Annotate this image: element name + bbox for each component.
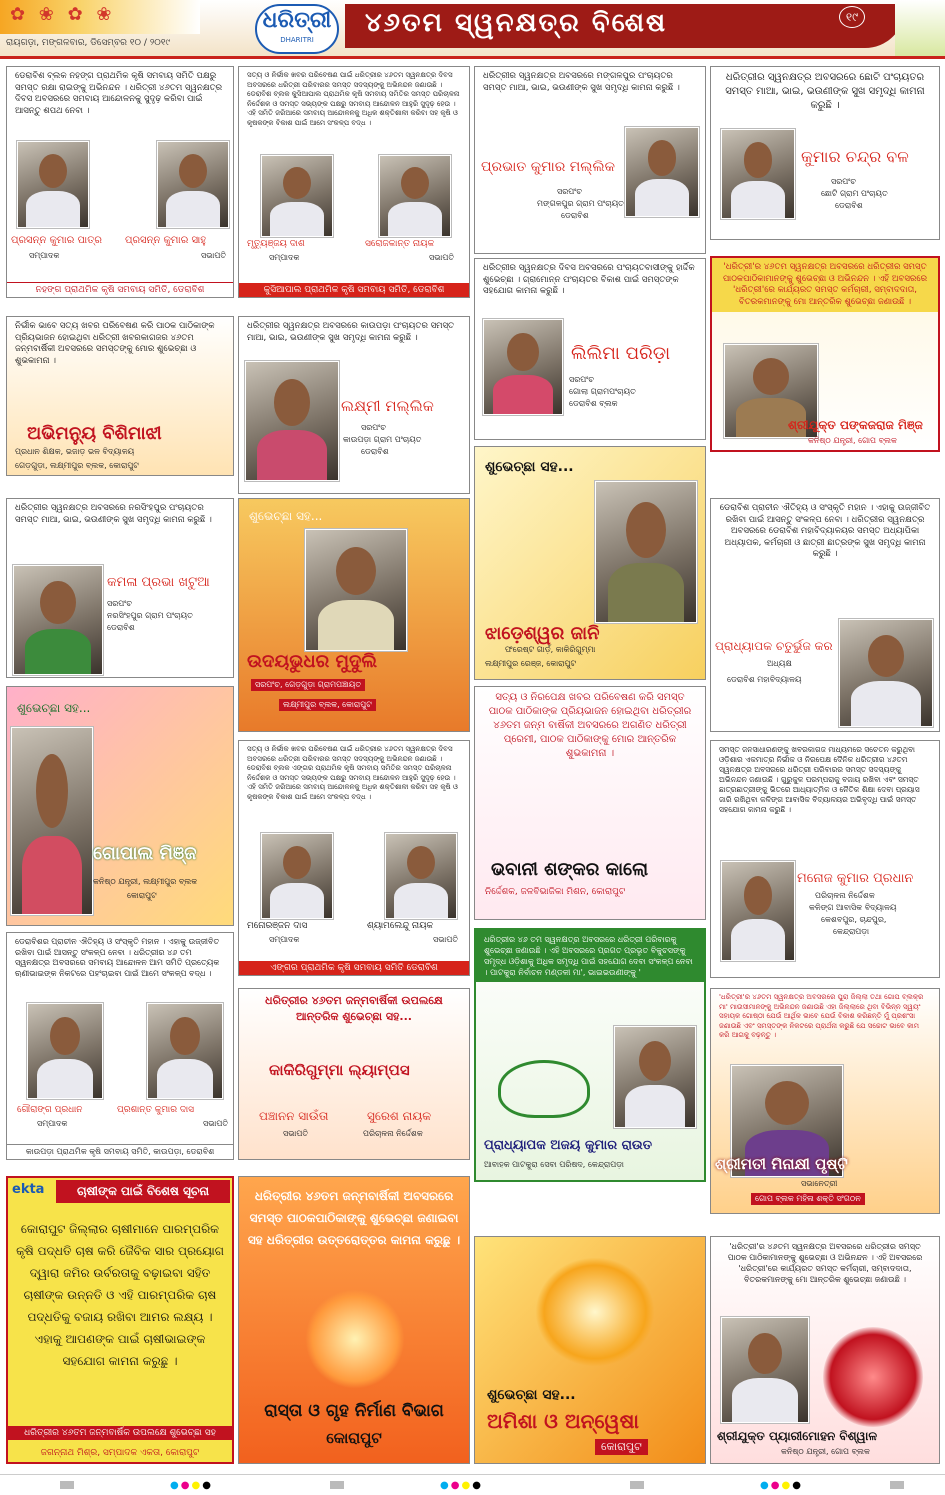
person-role: ସରପଂଚ — [107, 599, 133, 608]
portrait-photo — [305, 529, 407, 651]
ad-roads-buildings-dept — [238, 1176, 470, 1464]
person-name: ଝାଡ଼େଶ୍ୱର ଜାନି — [485, 623, 600, 644]
ad-minakshi-prusti — [710, 988, 940, 1214]
ad-text: ନିର୍ଭୀକ ଭାବେ ସତ୍ୟ ଖବର ପରିବେଷଣ କରି ପାଠକ ପାଠିକାଙ୍କ ପ୍ରିୟଭାଜନ ହୋଇଥିବା ଧରିତ୍ରୀ ଖବରକାଗଜର ୪୬ତମ ଜନ୍ମବାର୍ଷିକୀ ଅବସରରେ ସମସ୍ତଙ୍କୁ ମୋର ଶୁଭେଚ୍ଛା ଓ ଶୁଭକାମନା । — [15, 321, 215, 366]
ad-text: କୋରାପୁଟ ଜିଲ୍ଲାର ଚାଷୀମାନେ ପାରମ୍ପରିକ କୃଷି ପଦ୍ଧତି ଚାଷ କରି ଜୈବିକ ସାର ପ୍ରୟୋଗ ଦ୍ୱାରା ଜମିର ଉର୍ବରତାକୁ ବଢ଼ାଇବା ସହିତ ଚାଷୀଙ୍କ ଉନ୍ନତି ଓ ଏହି ପାରମ୍ପରିକ ଚାଷ ପଦ୍ଧତିକୁ ବଜାୟ ରଖିବା ଆମର ଲକ୍ଷ୍ୟ । ଏହାକୁ ଆପଣଙ୍କ ପାଇଁ ଚାଷୀଭାଇଙ୍କ ସହଯୋଗ କାମନା କରୁଛୁ । — [16, 1222, 224, 1368]
person-role: ଡେରାବିଶ — [107, 623, 135, 632]
ad-text: ଧରିତ୍ରୀର ସ୍ୱନକ୍ଷତ୍ର ଅବସରରେ ଛୋଟି ପଂଚାୟତର ସମସ୍ତ ମାଆ, ଭାଇ, ଭଉଣୀଙ୍କ ସୁଖ ସମୃଦ୍ଧି କାମନା କରୁଛି । — [725, 72, 925, 111]
portrait-photo — [595, 481, 697, 623]
ad-text: ଧରିତ୍ରୀର ସ୍ୱନକ୍ଷତ୍ର ଅବସରରେ ମଙ୍ଗଳପୁର ପଂଚାୟତର ସମସ୍ତ ମାଆ, ଭାଇ, ଭଉଣୀଙ୍କ ସୁଖ ସମୃଦ୍ଧି କାମନା କରୁଛି । — [483, 71, 680, 93]
ad-abhimanyu-bisimajhi — [6, 316, 234, 476]
person-role: କନିଷ୍ଠ ଯନ୍ତ୍ରୀ, ଗୋପ ବ୍ଲକ — [781, 1447, 870, 1456]
person-role: ପରିଚାଳନା ନିର୍ଦ୍ଦେଶକ — [815, 891, 875, 900]
person-name: ପଞ୍ଚାନନ ସାଉଁତା — [259, 1109, 329, 1123]
person-role: ମଙ୍ଗଳପୁର ଗ୍ରାମ ପଂଚାୟତ — [537, 199, 624, 208]
person-place: କୋରାପୁଟ — [595, 1439, 648, 1455]
person-role: ସଭାପତି — [283, 1129, 309, 1138]
greeting-text: ଶୁଭେଚ୍ଛା ସହ... — [485, 459, 574, 475]
greeting-text: ଶୁଭେଚ୍ଛା ସହ... — [17, 701, 91, 715]
ad-jhadeswar-jani — [474, 446, 706, 680]
person-role: ଲକ୍ଷ୍ମୀପୁର ବ୍ଲକ, କୋରାପୁଟ — [279, 699, 376, 711]
portrait-photo — [245, 361, 339, 481]
person-name: ପ୍ରସନ୍ନ କୁମାର ସାହୁ — [125, 235, 207, 246]
person-role: ଗେଡ଼ଗୁଡ଼ା, ଲକ୍ଷ୍ମୀପୁର ବ୍ଲକ, କୋରାପୁଟ — [15, 461, 139, 470]
person-role: ନରସିଂହପୁର ଗ୍ରାମ ପଂଚାୟତ — [107, 611, 193, 620]
ad-udayabhudhar-muduli — [238, 498, 470, 732]
portrait-photo — [27, 1003, 103, 1099]
greeting-text: ଶୁଭେଚ୍ଛା ସହ... — [487, 1387, 576, 1403]
conch-icon — [498, 1060, 590, 1118]
newspaper-logo — [255, 4, 339, 54]
person-role: ସରପଂଚ, ଗେଡ଼ଗୁଡ଼ା ଗ୍ରାମପଞ୍ଚାୟତ — [251, 679, 365, 691]
person-name: ମନୋରଞ୍ଜନ ଦାସ — [247, 921, 308, 931]
portrait-photo — [721, 129, 795, 219]
portrait-photo — [261, 833, 333, 919]
ad-text: ଧରିତ୍ରୀର ୪୬ତମ ଜନ୍ମବାର୍ଷିକୀ ଅବସରରେ ସମସ୍ତ ପାଠକପାଠିକାଙ୍କୁ ଶୁଭେଚ୍ଛା ଜଣାଇବା ସହ ଧରିତ୍ରୀର ଉତ୍ତରୋତ୍ତର କାମନା କରୁଛୁ । — [247, 1189, 461, 1247]
ad-text: ଧରିତ୍ରୀର ସ୍ୱନକ୍ଷତ୍ର ଅବସରରେ ନରସିଂହପୁର ପଂଚାୟତର ସମସ୍ତ ମାଆ, ଭାଇ, ଭଉଣୀଙ୍କ ସୁଖ ସମୃଦ୍ଧି କାମନା କରୁଛି । — [15, 503, 212, 525]
person-role: ସମ୍ପାଦକ — [29, 251, 60, 260]
person-role: ଡେରାବିଶ ମହାବିଦ୍ୟାଳୟ — [727, 675, 802, 684]
person-role: ଫରେଷ୍ଟ ଗାର୍ଡ଼, କାକିରିଗୁମ୍ମା — [505, 645, 596, 654]
person-role: ସରପଂଚ — [569, 375, 595, 384]
person-role: ସଭାପତି — [433, 935, 459, 944]
ad-chaturbhuj-kar — [710, 498, 940, 732]
ad-text: ସତ୍ୟ ଓ ନିର୍ଭୀକ ଖବର ପରିବେଷଣ ପାଇଁ ଧରିତ୍ରୀର ୪୬ତମ ସ୍ୱନକ୍ଷତ୍ର ଦିବସ ଅବସରରେ ଧରିତ୍ରୀ ପରିବାରର ସମସ୍ତ ସଦସ୍ୟଙ୍କୁ ଅଭିନନ୍ଦନ ଜଣାଉଛି । ଡେରାବିଶ ବ୍ଲକ କୁସିଆପାଲ ପ୍ରାଥମିକ କୃଷି ସମବାୟ ସମିତିର ସମସ୍ତ ପରିଚାଳନା ନିର୍ଦ୍ଦେଶକ ଓ ସମସ୍ତ ସଭ୍ୟଙ୍କ ପକ୍ଷରୁ ସମବାୟ ଆନ୍ଦୋଳନ ଆହୁରି ସୁଦୃଢ଼ ହେଉ । ଏହି ସମିତି ଜରିଆରେ ସମବାୟ ଆନ୍ଦୋଳନକୁ ଅଧିକ ଶକ୍ତିଶାଳୀ କରିବା ସହ କୃଷି ଓ କୃଷକଙ୍କ ବିକାଶ ପାଇଁ ଆମେ ସଂକଳ୍ପ ବଦ୍ଧ । — [247, 71, 460, 127]
ad-text: ଡେରାବିଶ ବ୍ଲକ ନହଙ୍ଗ ପ୍ରାଥମିକ କୃଷି ସମବାୟ ସମିତି ପକ୍ଷରୁ ସମସ୍ତ ରକ୍ଷା ରାଇଙ୍କୁ ଅଭିନନ୍ଦନ । ଧରିତ୍ରୀ ୪୬ତମ ସ୍ୱନକ୍ଷତ୍ର ଦିବସ ଅବସରରେ ସମବାୟ ଆନ୍ଦୋଳନକୁ ସୁଦୃଢ଼ କରିବା ପାଇଁ ଆସନ୍ତୁ ଶପଥ ନେବା । — [15, 71, 223, 116]
person-name: ଶ୍ରୀମତୀ ମିନାକ୍ଷୀ ପୃଷ୍ଟି — [715, 1155, 848, 1173]
person-role: କନିଷ୍ଠ ଯନ୍ତ୍ରୀ, ଲକ୍ଷ୍ମୀପୁର ବ୍ଲକ — [93, 877, 198, 886]
ad-text: ଧରିତ୍ରୀର ୪୬ତମ ଜନ୍ମବାର୍ଷିକୀ ଉପଲକ୍ଷେ ଆନ୍ତରିକ ଶୁଭେଚ୍ଛା ସହ... — [265, 994, 443, 1023]
color-dots: ●●●● — [170, 1480, 213, 1491]
registration-mark — [630, 1481, 644, 1489]
person-role: କେନ୍ଦ୍ରାପଡ଼ା — [833, 927, 870, 936]
ad-gopal-minj — [6, 686, 234, 926]
flower-icon: ✿ ❀ ✿ ❀ — [10, 4, 116, 25]
person-role: ନିର୍ଦ୍ଦେଶକ, ଜଳବିଭାଜିକା ମିଶନ, କୋରାପୁଟ — [485, 887, 626, 897]
ad-pankajraj-minj — [710, 256, 940, 452]
person-name: ପ୍ରାଧ୍ୟାପକ ଚତୁର୍ଭୁଜ କର — [715, 639, 833, 653]
person-role: ସମ୍ପାଦକ — [37, 1119, 68, 1128]
ad-text: ଧରିତ୍ରୀର ସ୍ୱନକ୍ଷତ୍ର ଅବସରରେ କାଉପଡ଼ା ପଂଚାୟତର ସମସ୍ତ ମାଆ, ଭାଇ, ଭଉଣୀଙ୍କ ସୁଖ ସମୃଦ୍ଧି କାମନା କରୁଛି । — [247, 321, 455, 343]
edition-date: ରାୟଗଡ଼ା, ମଙ୍ଗଳବାର, ଡିସେମ୍ବର ୧୦ / ୨୦୧୯ — [6, 38, 170, 48]
person-role: ସଭାପତି — [201, 251, 227, 260]
ad-amisha-anwesha — [474, 1236, 706, 1464]
person-role: ସମ୍ପାଦକ — [269, 935, 300, 944]
masthead — [0, 0, 945, 59]
person-name: ଅମିଶା ଓ ଅନ୍ୱେଷା — [487, 1409, 639, 1433]
person-role: ସମ୍ପାଦକ — [269, 253, 300, 262]
portrait-photo — [379, 155, 451, 237]
portrait-photo — [17, 141, 89, 228]
person-role: କେଶବପୁର, ଚାନ୍ଦପୁର, — [821, 915, 887, 924]
person-name: ଶ୍ରୀଯୁକ୍ତ ପ୍ୟାରୀମୋହନ ବିଶ୍ୱାଳ — [717, 1429, 878, 1443]
person-name: ପ୍ରାଧ୍ୟାପକ ଅଜୟ କୁମାର ରାଉତ — [484, 1138, 653, 1153]
person-name: କୁମାର ଚନ୍ଦ୍ର ବଳ — [801, 147, 909, 166]
ad-nahanga-cooperative — [6, 66, 234, 298]
ad-footer: ଏଙ୍ଗର ପ୍ରାଥମିକ କୃଷି ସମବାୟ ସମିତି ଡେରାବିଶ — [239, 961, 469, 975]
ad-text: 'ଧରିତ୍ରୀ'ର ୪୬ତମ ସ୍ୱନକ୍ଷତ୍ର ଅବସରରେ ପୁରା ଜିଲ୍ଲା ତଥା ଗୋପ ବ୍ଲକ୍‌ର ମା' ମାଉସୀମାନଙ୍କୁ ଅଭିନନ୍ଦନ ଜଣାଉଛି ଏହା ଜିଲ୍ଲାରେ ଥିବା ବିଭିନ୍ନ ସ୍ୱୟଂ ସହାୟକ ଗୋଷ୍ଠୀ ଯେଉଁ ଆର୍ଥିକ ଭାବେ ଯେଉଁ ବିକାଶ କରିଛନ୍ତି ମୁଁ ପ୍ରଶଂସା ଜଣାଉଛି ଏବଂ ସମସ୍ତଙ୍କ ନିକଟରେ ପ୍ରାର୍ଥନା କରୁଛି ଯେ ସଚ୍ଚୋଟ ଭାବେ କାମ କରି ଆଗକୁ ବଢ଼ନ୍ତୁ । — [719, 993, 924, 1039]
person-role: ସରପଂଚ — [557, 187, 583, 196]
person-role: କନିଷ୍ଠ ଯନ୍ତ୍ରୀ, ଗୋପ ବ୍ଲକ — [808, 436, 897, 445]
ad-manoj-kumar-pradhan — [710, 740, 940, 978]
ad-text: ଧରିତ୍ରୀର ସ୍ୱନକ୍ଷତ୍ର ଦିବସ ଅବସରରେ ପଂଚାୟତବାସୀଙ୍କୁ ହାର୍ଦ୍ଦିକ ଶୁଭେଚ୍ଛା । ଗ୍ରାମୋନ୍ନ ପଂଚାୟତର ବିକାଶ ପାଇଁ ସମସ୍ତଙ୍କ ସହଯୋଗ କାମନା କରୁଛି । — [483, 263, 695, 296]
color-dots: ●●●● — [440, 1480, 483, 1491]
ad-text: ସତ୍ୟ ଓ ନିର୍ଭୀକ ଖବର ପରିବେଷଣ ପାଇଁ ଧରିତ୍ରୀର ୪୬ତମ ସ୍ୱନକ୍ଷତ୍ର ଦିବସ ଅବସରରେ ଧରିତ୍ରୀ ପରିବାରର ସମସ୍ତ ସଦସ୍ୟଙ୍କୁ ଅଭିନନ୍ଦନ ଜଣାଉଛି । ଡେରାବିଶ ବ୍ଲକ ଏଙ୍ଗର ପ୍ରାଥମିକ କୃଷି ସମବାୟ ସମିତିର ସମସ୍ତ ପରିଚାଳନା ନିର୍ଦ୍ଦେଶକ ଓ ସମସ୍ତ ସଭ୍ୟଙ୍କ ପକ୍ଷରୁ ସମବାୟ ଆନ୍ଦୋଳନ ଆହୁରି ସୁଦୃଢ଼ ହେଉ । ଏହି ସମିତି ଜରିଆରେ ସମବାୟ ଆନ୍ଦୋଳନକୁ ଅଧିକ ଶକ୍ତିଶାଳୀ କରିବା ସହ କୃଷି ଓ କୃଷକଙ୍କ ବିକାଶ ପାଇଁ ଆମେ ସଂକଳ୍ପ ବଦ୍ଧ । — [247, 745, 458, 801]
ad-text: ଡେରାବିଶର ପ୍ରାଚୀନ ଐତିହ୍ୟ ଓ ସଂସ୍କୃତି ମହାନ । ଏହାକୁ ଉଜ୍ଜୀବିତ ରଖିବା ପାଇଁ ଆସନ୍ତୁ ସଂକଳ୍ପ ନେବା । ଧରିତ୍ରୀର ୪୬ ତମ ସ୍ୱନକ୍ଷତ୍ର ଅବସରରେ ସମବାୟ ଆନ୍ଦୋଳନ ଆମ ସମିତି ପ୍ରତ୍ୟେକ ଋଣୀଭାଇଙ୍କ ନିକଟରେ ପହଂଚାଇବା ପାଇଁ ଆମେ ସଂକଳ୍ପ ବଦ୍ଧ । — [15, 937, 220, 978]
ad-footer: ଧରିତ୍ରୀର ୪୬ତମ ଜନ୍ମବାର୍ଷିକ ଉପଲକ୍ଷେ ଶୁଭେଚ୍ଛା ସହ — [8, 1426, 232, 1440]
grass-decoration — [895, 0, 945, 56]
ad-kaupada-cooperative — [6, 932, 234, 1160]
portrait-photo — [721, 1317, 809, 1423]
flower-icon — [305, 1289, 405, 1389]
portrait-photo — [625, 127, 699, 217]
registration-mark — [330, 1481, 344, 1489]
portrait-photo — [614, 1026, 696, 1128]
portrait-photo — [157, 141, 229, 228]
ad-ajay-kumar-rout — [474, 928, 706, 1182]
ad-kusiapal-cooperative — [238, 66, 470, 298]
ad-ekta-farmers-notice — [6, 1176, 234, 1464]
ad-engar-cooperative — [238, 740, 470, 976]
person-role: କଳିଙ୍ଗ ଆବାସିକ ବିଦ୍ୟାଳୟ — [809, 903, 897, 912]
greeting-text: ଶୁଭେଚ୍ଛା ସହ... — [249, 509, 323, 523]
person-role: ଡେରାବିଶ ବ୍ଲକ — [569, 399, 618, 408]
ad-kakirigumma-lamps — [238, 988, 470, 1160]
page-number: ୧୯ — [839, 6, 865, 28]
person-role: ପରିଚାଳନା ନିର୍ଦ୍ଦେଶକ — [363, 1129, 423, 1138]
person-name: ଲକ୍ଷ୍ମୀ ମଲ୍ଲିକ — [341, 397, 434, 415]
person-role: କୋରାପୁଟ — [127, 891, 157, 900]
person-name: କମଳା ପ୍ରଭା ଖଟୁଆ — [107, 575, 210, 590]
org-name: କାକିରିଗୁମ୍ମା ଲ୍ୟାମ୍ପସ — [269, 1061, 410, 1079]
person-role: ସଭାନେତ୍ରୀ — [801, 1179, 838, 1188]
person-role: ଛୋଟି ଗ୍ରାମ ପଂଚାୟତ — [821, 189, 888, 198]
person-role: ସରପଂଚ — [361, 423, 387, 432]
ad-lilima-parida — [474, 258, 706, 440]
portrait-photo — [147, 1003, 223, 1099]
ad-laxmi-mallik — [238, 316, 470, 494]
notice-title: ଚାଷୀଙ୍କ ପାଇଁ ବିଶେଷ ସୂଚନା — [56, 1180, 230, 1203]
portrait-photo — [839, 619, 933, 727]
ad-bhabani-shankar-kalo — [474, 686, 706, 920]
portrait-photo — [13, 565, 103, 675]
ad-text: 'ଧରିତ୍ରୀ'ର ୪୬ତମ ସ୍ୱନକ୍ଷତ୍ର ଅବସରରେ ଧରିତ୍ରୀର ସମସ୍ତ ପାଠକପାଠିକାମାନଙ୍କୁ ଶୁଭେଚ୍ଛା ଓ ଅଭିନନ୍ଦନ । ଏହି ଅବସରରେ 'ଧରିତ୍ରୀ'ରେ କାର୍ଯ୍ୟରତ ସମସ୍ତ କର୍ମଚାରୀ, ସମ୍ବାଦଦାତା, ବିତରକମାନଙ୍କୁ ମୋ ଆନ୍ତରିକ ଶୁଭେଚ୍ଛା ଜଣାଉଛି । — [712, 258, 938, 312]
ad-footer: ଜଗନ୍ନାଥ ମିଶ୍ର, ସମ୍ପାଦକ ଏକତା, କୋରାପୁଟ — [40, 1448, 200, 1458]
portrait-photo — [483, 319, 563, 415]
person-role: ଗୋପ ବ୍ଲକ ମହିଳା ଶକ୍ତି ସଂଗଠନ — [751, 1193, 865, 1205]
ad-footer: କାଉପଡ଼ା ପ୍ରାଥମିକ କୃଷି ସମବାୟ ସମିତି, କାଉପଡ଼ା, ଡେରାବିଶ — [7, 1144, 233, 1159]
person-name: ଗୋପାଲ ମିଞ୍ଜ — [93, 843, 197, 864]
rose-icon — [823, 1327, 923, 1427]
person-name: ପ୍ରଭାତ କୁମାର ମଲ୍ଲିକ — [481, 159, 615, 175]
person-role: ଡେରାବିଶ — [561, 211, 589, 220]
person-name: ଉଦୟଭୁଧର ମୁଦୁଲି — [247, 651, 377, 672]
person-name: ସରୋଜକାନ୍ତ ନାୟକ — [365, 239, 435, 249]
person-name: ଲିଲିମା ପରିଡ଼ା — [571, 343, 671, 364]
person-role: ସଭାପତି — [429, 253, 455, 262]
org-name: ରାସ୍ତା ଓ ଗୃହ ନିର୍ମାଣ ବିଭାଗ — [264, 1401, 444, 1421]
person-role: ଗୋଲା ଗ୍ରାମପଂଚାୟତ — [569, 387, 636, 396]
org-place: କୋରାପୁଟ — [326, 1429, 382, 1447]
logo-text: ଧରିତ୍ରୀ — [262, 8, 332, 33]
logo-subtext: DHARITRI — [280, 36, 314, 44]
person-name: ଗୌରାଙ୍ଗ ପ୍ରଧାନ — [17, 1105, 83, 1115]
person-name: ପ୍ରସନ୍ନ କୁମାର ପାତ୍ର — [11, 235, 102, 246]
person-role: ପ୍ରଧାନ ଶିକ୍ଷକ, ଭଜାଡ଼ ଭଳ ବିଦ୍ୟାଳୟ — [15, 447, 135, 456]
person-role: ସଭାପତି — [203, 1119, 229, 1128]
print-registration-bar — [0, 1474, 945, 1495]
ekta-logo: ekta — [12, 1182, 45, 1197]
person-role: ଆବାହକ ପାଟକୁରା ସେବା ପରିଷଦ, କେନ୍ଦ୍ରାପଡ଼ା — [484, 1160, 624, 1169]
portrait-photo — [261, 155, 333, 237]
person-name: ଅଭିମନ୍ୟୁ ବିଶିମାଝୀ — [27, 423, 162, 444]
person-role: ସରପଂଚ — [831, 177, 857, 186]
special-banner — [345, 4, 905, 48]
registration-mark — [60, 1481, 74, 1489]
page-title: ୪୬ତମ ସ୍ୱନକ୍ଷତ୍ର ବିଶେଷ — [365, 8, 668, 38]
portrait-photo — [385, 833, 457, 919]
person-role: ଲକ୍ଷ୍ମୀପୁର ରେଞ୍ଜ, କୋରାପୁଟ — [485, 659, 577, 668]
ad-kamala-prabha-khatua — [6, 498, 234, 678]
portrait-photo — [721, 861, 795, 961]
registration-mark — [890, 1481, 904, 1489]
person-name: ମୃତ୍ୟୁଞ୍ଜୟ ଦାଶ — [247, 239, 305, 249]
ad-text: ସମସ୍ତ ଜନସାଧାରଣଙ୍କୁ ଖବରକାଗଜ ମାଧ୍ୟମରେ ସଚେତନ କରୁଥିବା ଓଡ଼ିଶାର ଏକମାତ୍ର ନିର୍ଭୀକ ଓ ନିରପେକ୍ଷ ଦୈନିକ ଧରିତ୍ରୀର ୪୬ତମ ସ୍ୱନକ୍ଷତ୍ର ଅବସରରେ ଧରିତ୍ରୀ ପରିବାରର ସମସ୍ତ ସଦସ୍ୟଙ୍କୁ ଅଭିନନ୍ଦନ ଜଣାଉଛି । ଗୁରୁକୁଳ ପରମ୍ପରାକୁ ବଜାୟ ରଖିବା ଏବଂ ସମସ୍ତ ଛାତ୍ରଛାତ୍ରୀଙ୍କୁ ଭିତରେ ଆଧ୍ୟାତ୍ମିକ ଓ ନୈତିକ ଶିକ୍ଷା ଦେବା ପ୍ରୟାସ ଜାରି ରଖିଥିବା କଳିଙ୍ଗ ଆବାସିକ ବିଦ୍ୟାଳୟର ଅଭିବୃଦ୍ଧି ପାଇଁ ସମସ୍ତ ସହଯୋଗ କାମନା କରୁଛି । — [719, 745, 920, 814]
person-name: ପ୍ରଶାନ୍ତ କୁମାର ଦାସ — [117, 1105, 195, 1115]
person-name: ଶ୍ୟାମଲେନ୍ଦୁ ନାୟକ — [367, 921, 434, 931]
person-role: କାଉପଡ଼ା ଗ୍ରାମ ପଂଚାୟତ — [343, 435, 422, 444]
ad-text: ଡେରାବିଶ ପ୍ରାଚୀନ ଐତିହ୍ୟ ଓ ସଂସ୍କୃତି ମହାନ । ଏହାକୁ ଉଜ୍ଜୀବିତ ରଖିବା ପାଇଁ ଆସନ୍ତୁ ସଂକଳ୍ପ ନେବା । ଧରିତ୍ରୀର ସ୍ୱନକ୍ଷତ୍ର ଅବସରରେ ଡେରାବିଶ ମହାବିଦ୍ୟାଳୟର ସମସ୍ତ ଅଧ୍ୟାପିକା ଅଧ୍ୟାପକ, କର୍ମଚାରୀ ଓ ଛାତ୍ରୀ ଛାତ୍ରଙ୍କ ସୁଖ ସମୃଦ୍ଧି କାମନା କରୁଛି । — [719, 503, 931, 559]
person-role: ଡେରାବିଶ — [361, 447, 389, 456]
ad-prabhat-kumar-mallik — [474, 66, 706, 254]
portrait-photo — [11, 727, 93, 915]
person-name: ଶ୍ରୀଯୁକ୍ତ ପଙ୍କଜରାଜ ମିଞ୍ଜ — [788, 418, 923, 432]
ad-kumar-chandra-bal — [710, 66, 940, 240]
person-name: ଭବାନୀ ଶଙ୍କର କାଲୋ — [491, 859, 649, 880]
ad-pyarimohan-biswal — [710, 1236, 940, 1464]
person-role: ଅଧ୍ୟକ୍ଷ — [767, 659, 792, 668]
person-name: ମନୋଜ କୁମାର ପ୍ରଧାନ — [797, 871, 914, 886]
flower-icon — [535, 1257, 655, 1367]
ad-text: 'ଧରିତ୍ରୀ'ର ୪୬ତମ ସ୍ୱନକ୍ଷତ୍ର ଅବସରରେ ଧରିତ୍ରୀର ସମସ୍ତ ପାଠକ ପାଠିକାମାନଙ୍କୁ ଶୁଭେଚ୍ଛା ଓ ଅଭିନନ୍ଦନ । ଏହି ଅବସରରେ 'ଧରିତ୍ରୀ'ରେ କାର୍ଯ୍ୟରତ ସମସ୍ତ କର୍ମଚାରୀ, ସମ୍ବାଦଦାତା, ବିତରକମାନଙ୍କୁ ମୋ ଆନ୍ତରିକ ଶୁଭେଚ୍ଛା ଜଣାଉଛି । — [727, 1242, 923, 1284]
ad-footer: କୁସିଆପାଲ ପ୍ରାଥମିକ କୃଷି ସମବାୟ ସମିତି, ଡେରାବିଶ — [239, 283, 469, 297]
color-dots: ●●●● — [760, 1480, 803, 1491]
person-name: ସୁରେଶ ନାୟକ — [367, 1109, 432, 1123]
ad-text: ସତ୍ୟ ଓ ନିରପେକ୍ଷ ଖବର ପରିବେଷଣ କରି ସମସ୍ତ ପାଠକ ପାଠିକାଙ୍କ ପ୍ରିୟଭାଜନ ହୋଇଥିବା ଧରିତ୍ରୀର ୪୬ତମ ଜନ୍ମ ବାର୍ଷିକୀ ଅବସରରେ ଅଗଣିତ ଧରିତ୍ରୀ ପ୍ରେମୀ, ପାଠକ ପାଠିକାଙ୍କୁ ମୋର ଆନ୍ତରିକ ଶୁଭକାମନା । — [488, 692, 692, 759]
ad-footer: ନହଙ୍ଗ ପ୍ରାଥମିକ କୃଷି ସମବାୟ ସମିତି, ଡେରାବିଶ — [7, 282, 233, 297]
person-role: ଡେରାବିଶ — [835, 201, 863, 210]
ad-text: ଧରିତ୍ରୀର ୪୬ ତମ ସ୍ୱନକ୍ଷତ୍ର ଅବସରରେ ଧରିତ୍ରୀ ପରିବାରକୁ ଶୁଭେଚ୍ଛା ଜଣାଉଛି । ଏହି ଅବସରରେ ପ୍ରଗତ ପ୍ରଭୃତ ବିକୁଚସଙ୍କୁ ସମୃଦ୍ଧ ଓଡ଼ିଶାକୁ ଅଧିକ ସମୃଦ୍ଧି ପାଇଁ ସହଯୋଗ ଦେବା ସଂକଳ୍ପ ନେବା । ପାଟକୁରା ନିର୍ବାଚନ ମଣ୍ଡଳୀ ମା', ଭାଇଭଉଣୀଙ୍କୁ ' — [476, 930, 704, 982]
